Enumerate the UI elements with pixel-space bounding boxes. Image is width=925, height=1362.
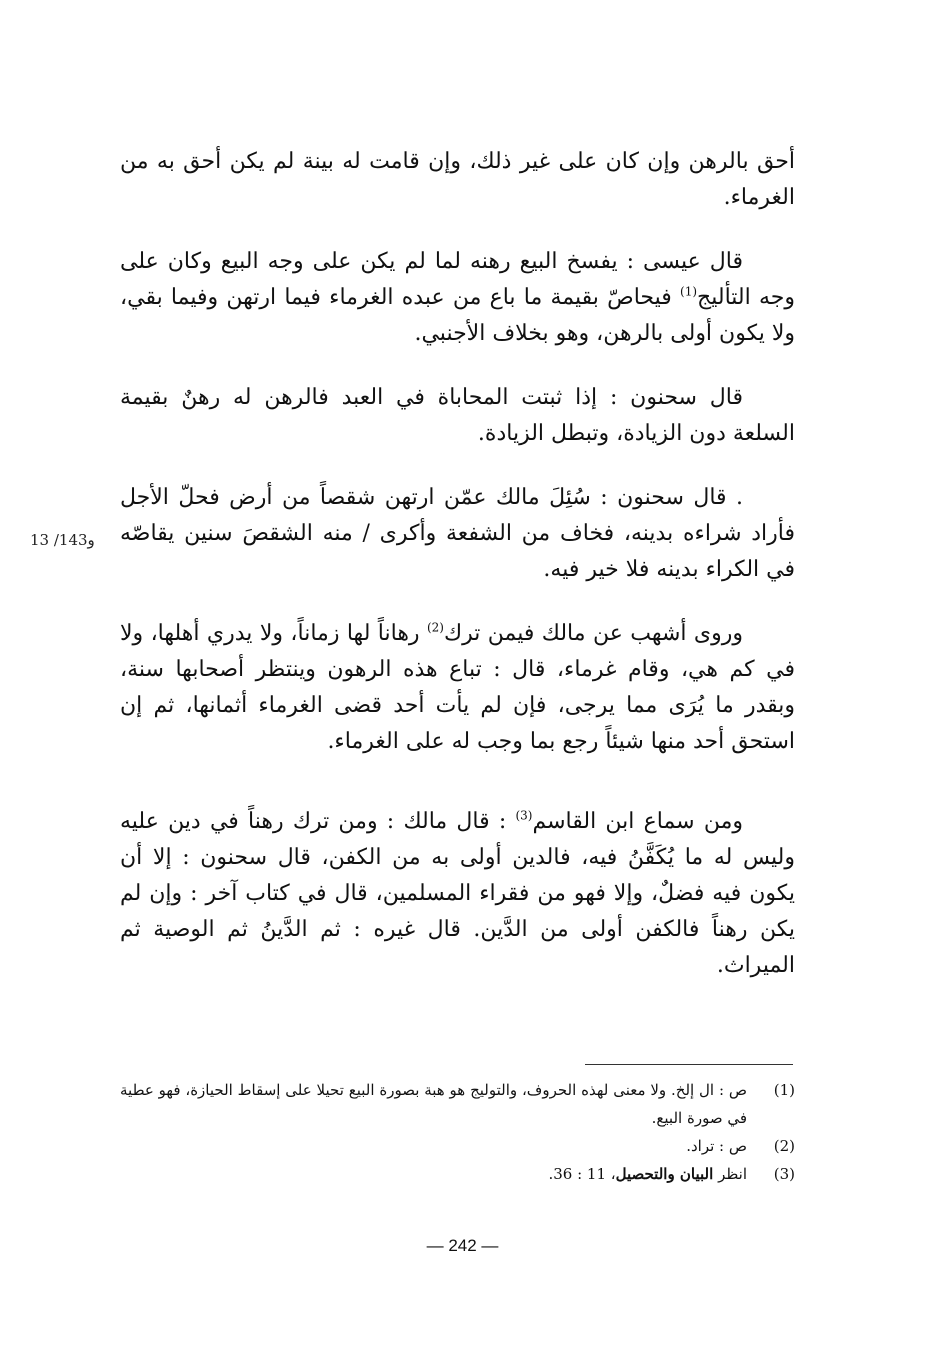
footnote-text: ص : تراد. xyxy=(686,1137,747,1155)
footnote-text: ص : ال إلخ. ولا معنى لهذه الحروف، والتوليج هو هبة بصورة البيع تحيلا على إسقاط الحيازة، فهو عطية في صورة البيع. xyxy=(120,1081,747,1127)
paragraph-3: قال سحنون : إذا ثبتت المحاباة في العبد فالرهن له رهنٌ بقيمة السلعة دون الزيادة، وتبطل الزيادة. xyxy=(120,385,795,446)
paragraph-2 xyxy=(120,244,795,352)
footnote-3-plain: انظر xyxy=(713,1165,747,1183)
paragraph-2-text-a: قال عيسى : يفسخ البيع رهنه لما لم يكن على وجه البيع وكان على وجه التأليج xyxy=(120,249,795,310)
footnote-3-end: ، 11 : 36. xyxy=(548,1165,616,1183)
paragraph-5-text-b: رهاناً لها زماناً، ولا يدري أهلها، ولا في كم هي، وقام غرماء، قال : تباع هذه الرهون وينتظر أصحابها سنة، وبقدر ما يُرَى مما يرجى، فإن لم يأت أحد قضى الغرماء أثمانها، ثم إن استحق أحد منها شيئاً رجع بما وجب له على الغرماء. xyxy=(120,621,795,754)
footnote-ref-2[interactable]: (2) xyxy=(426,620,444,635)
page-number: — 242 — xyxy=(426,1236,499,1255)
footnote-2 xyxy=(120,1132,795,1160)
footnotes xyxy=(120,1076,795,1188)
footnote-1 xyxy=(120,1076,795,1132)
manuscript-folio-marker: 13 /143و xyxy=(30,531,95,549)
paragraph-1: أحق بالرهن وإن كان على غير ذلك، وإن قامت له بينة لم يكن أحق به من الغرماء. xyxy=(120,149,795,210)
footnote-separator xyxy=(585,1064,793,1065)
paragraph-5 xyxy=(120,616,795,760)
footnote-number: (1) xyxy=(773,1081,795,1099)
cited-book-title: البيان والتحصيل xyxy=(615,1165,714,1183)
paragraph-4: . قال سحنون : سُئِلَ مالك عمّن ارتهن شقصاً من أرض فحلّ الأجل فأراد شراءه بدينه، فخاف من الشفعة وأكرى / منه الشقصَ سنين يقاصّه في الكراء بدينه فلا خير فيه. xyxy=(120,485,795,582)
paragraph-6-text-b: : قال مالك : ومن ترك رهناً في دين عليه وليس له ما يُكَفَّنُ فيه، فالدين أولى به من الكفن، قال سحنون : إلا أن يكون فيه فضلٌ، وإلا فهو من فقراء المسلمين، قال في كتاب آخر : وإن لم يكن رهناً فالكفن أولى من الدَّين. قال غيره : ثم الدَّينُ ثم الوصية ثم الميراث. xyxy=(120,809,795,978)
paragraph-5-text-a: وروى أشهب عن مالك فيمن ترك xyxy=(443,621,744,646)
footnote-text xyxy=(120,1160,747,1188)
paragraph-6-text-a: ومن سماع ابن القاسم xyxy=(532,809,743,834)
paragraph-6 xyxy=(120,804,795,984)
footnote-3 xyxy=(120,1160,795,1188)
footnote-number: (3) xyxy=(773,1165,795,1183)
footnote-number: (2) xyxy=(773,1137,795,1155)
paragraph-2-text-b: فيحاصّ بقيمة ما باع من عبده الغرماء فيما ارتهن وفيما بقي، ولا يكون أولى بالرهن، وهو بخلاف الأجنبي. xyxy=(120,285,795,346)
footnote-ref-3[interactable]: (3) xyxy=(515,808,533,823)
footnote-ref-1[interactable]: (1) xyxy=(680,284,698,299)
